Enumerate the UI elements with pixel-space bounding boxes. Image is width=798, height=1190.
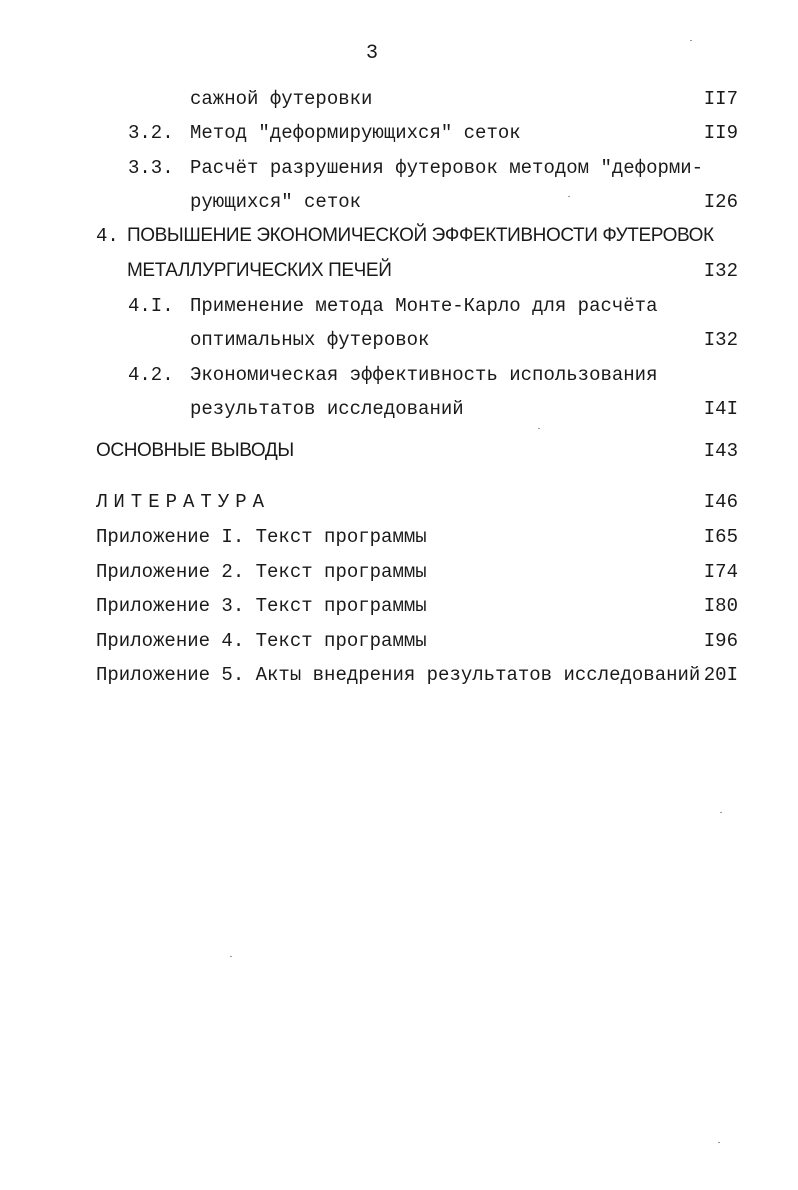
toc-entry-text-line2: результатов исследований [190, 398, 464, 420]
toc-entry-text: сажной футеровки [190, 88, 373, 110]
toc-appendix-5 [0, 661, 798, 689]
toc-conclusions [0, 437, 798, 465]
scan-speck [690, 40, 692, 41]
scan-speck [718, 1142, 720, 1143]
toc-entry-4-1 [0, 292, 798, 320]
toc-entry-number: 3.2. [128, 122, 174, 144]
toc-entry-number: 4.I. [128, 295, 174, 317]
toc-entry-number: 4.2. [128, 364, 174, 386]
toc-entry-text: ОСНОВНЫЕ ВЫВОДЫ [96, 440, 294, 461]
scan-speck [720, 812, 722, 813]
toc-entry-text: Приложение 4. Текст программы [96, 630, 427, 652]
toc-section-4-line2 [0, 257, 798, 285]
toc-entry-3-2 [0, 119, 798, 147]
scan-speck [568, 196, 570, 197]
toc-appendix-4 [0, 627, 798, 655]
toc-entry-page: I65 [703, 526, 738, 548]
toc-section-4 [0, 222, 798, 250]
toc-entry-text: Приложение 2. Текст программы [96, 561, 427, 583]
toc-entry-text-line1: Расчёт разрушения футеровок методом "деформи- [190, 157, 704, 179]
toc-entry-text-line2: оптимальных футеровок [190, 329, 430, 351]
toc-section-title-line1: ПОВЫШЕНИЕ ЭКОНОМИЧЕСКОЙ ЭФФЕКТИВНОСТИ ФУТЕРОВОК [127, 225, 714, 246]
toc-entry-text: Приложение I. Текст программы [96, 526, 427, 548]
toc-entry-text-line1: Применение метода Монте-Карло для расчёта [190, 295, 658, 317]
toc-entry-page: I4I [703, 398, 738, 420]
toc-entry-page: II9 [703, 122, 738, 144]
toc-entry-3-3-line2 [0, 188, 798, 216]
toc-entry-page: I96 [703, 630, 738, 652]
toc-entry-text: ЛИТЕРАТУРА [96, 491, 271, 513]
toc-section-title-line2: МЕТАЛЛУРГИЧЕСКИХ ПЕЧЕЙ [127, 260, 392, 281]
toc-appendix-3 [0, 592, 798, 620]
toc-entry-page: I32 [703, 329, 738, 351]
toc-entry-4-2 [0, 361, 798, 389]
toc-entry-page: I46 [703, 491, 738, 513]
toc-entry-page: 20I [703, 664, 738, 686]
toc-appendix-2 [0, 558, 798, 586]
toc-entry-page: I74 [703, 561, 738, 583]
toc-entry-page: I80 [703, 595, 738, 617]
scan-speck [538, 428, 540, 429]
toc-entry-text: Приложение 5. Акты внедрения результатов исследований [96, 664, 701, 686]
toc-entry-page: I43 [703, 440, 738, 462]
scan-speck [230, 956, 232, 957]
toc-entry-text: Метод "деформирующихся" сеток [190, 122, 521, 144]
toc-section-number: 4. [96, 225, 119, 247]
toc-entry-page: I26 [703, 191, 738, 213]
toc-appendix-1 [0, 523, 798, 551]
toc-entry-number: 3.3. [128, 157, 174, 179]
page-number: 3 [366, 42, 379, 65]
toc-entry-4-2-line2 [0, 395, 798, 423]
toc-entry-3-1-cont [0, 85, 798, 113]
toc-entry-page: I32 [703, 260, 738, 282]
toc-entry-4-1-line2 [0, 326, 798, 354]
toc-literature [0, 488, 798, 516]
toc-entry-3-3 [0, 154, 798, 182]
toc-entry-text-line1: Экономическая эффективность использования [190, 364, 658, 386]
toc-entry-text-line2: рующихся" сеток [190, 191, 362, 213]
toc-entry-page: II7 [703, 88, 738, 110]
toc-entry-text: Приложение 3. Текст программы [96, 595, 427, 617]
